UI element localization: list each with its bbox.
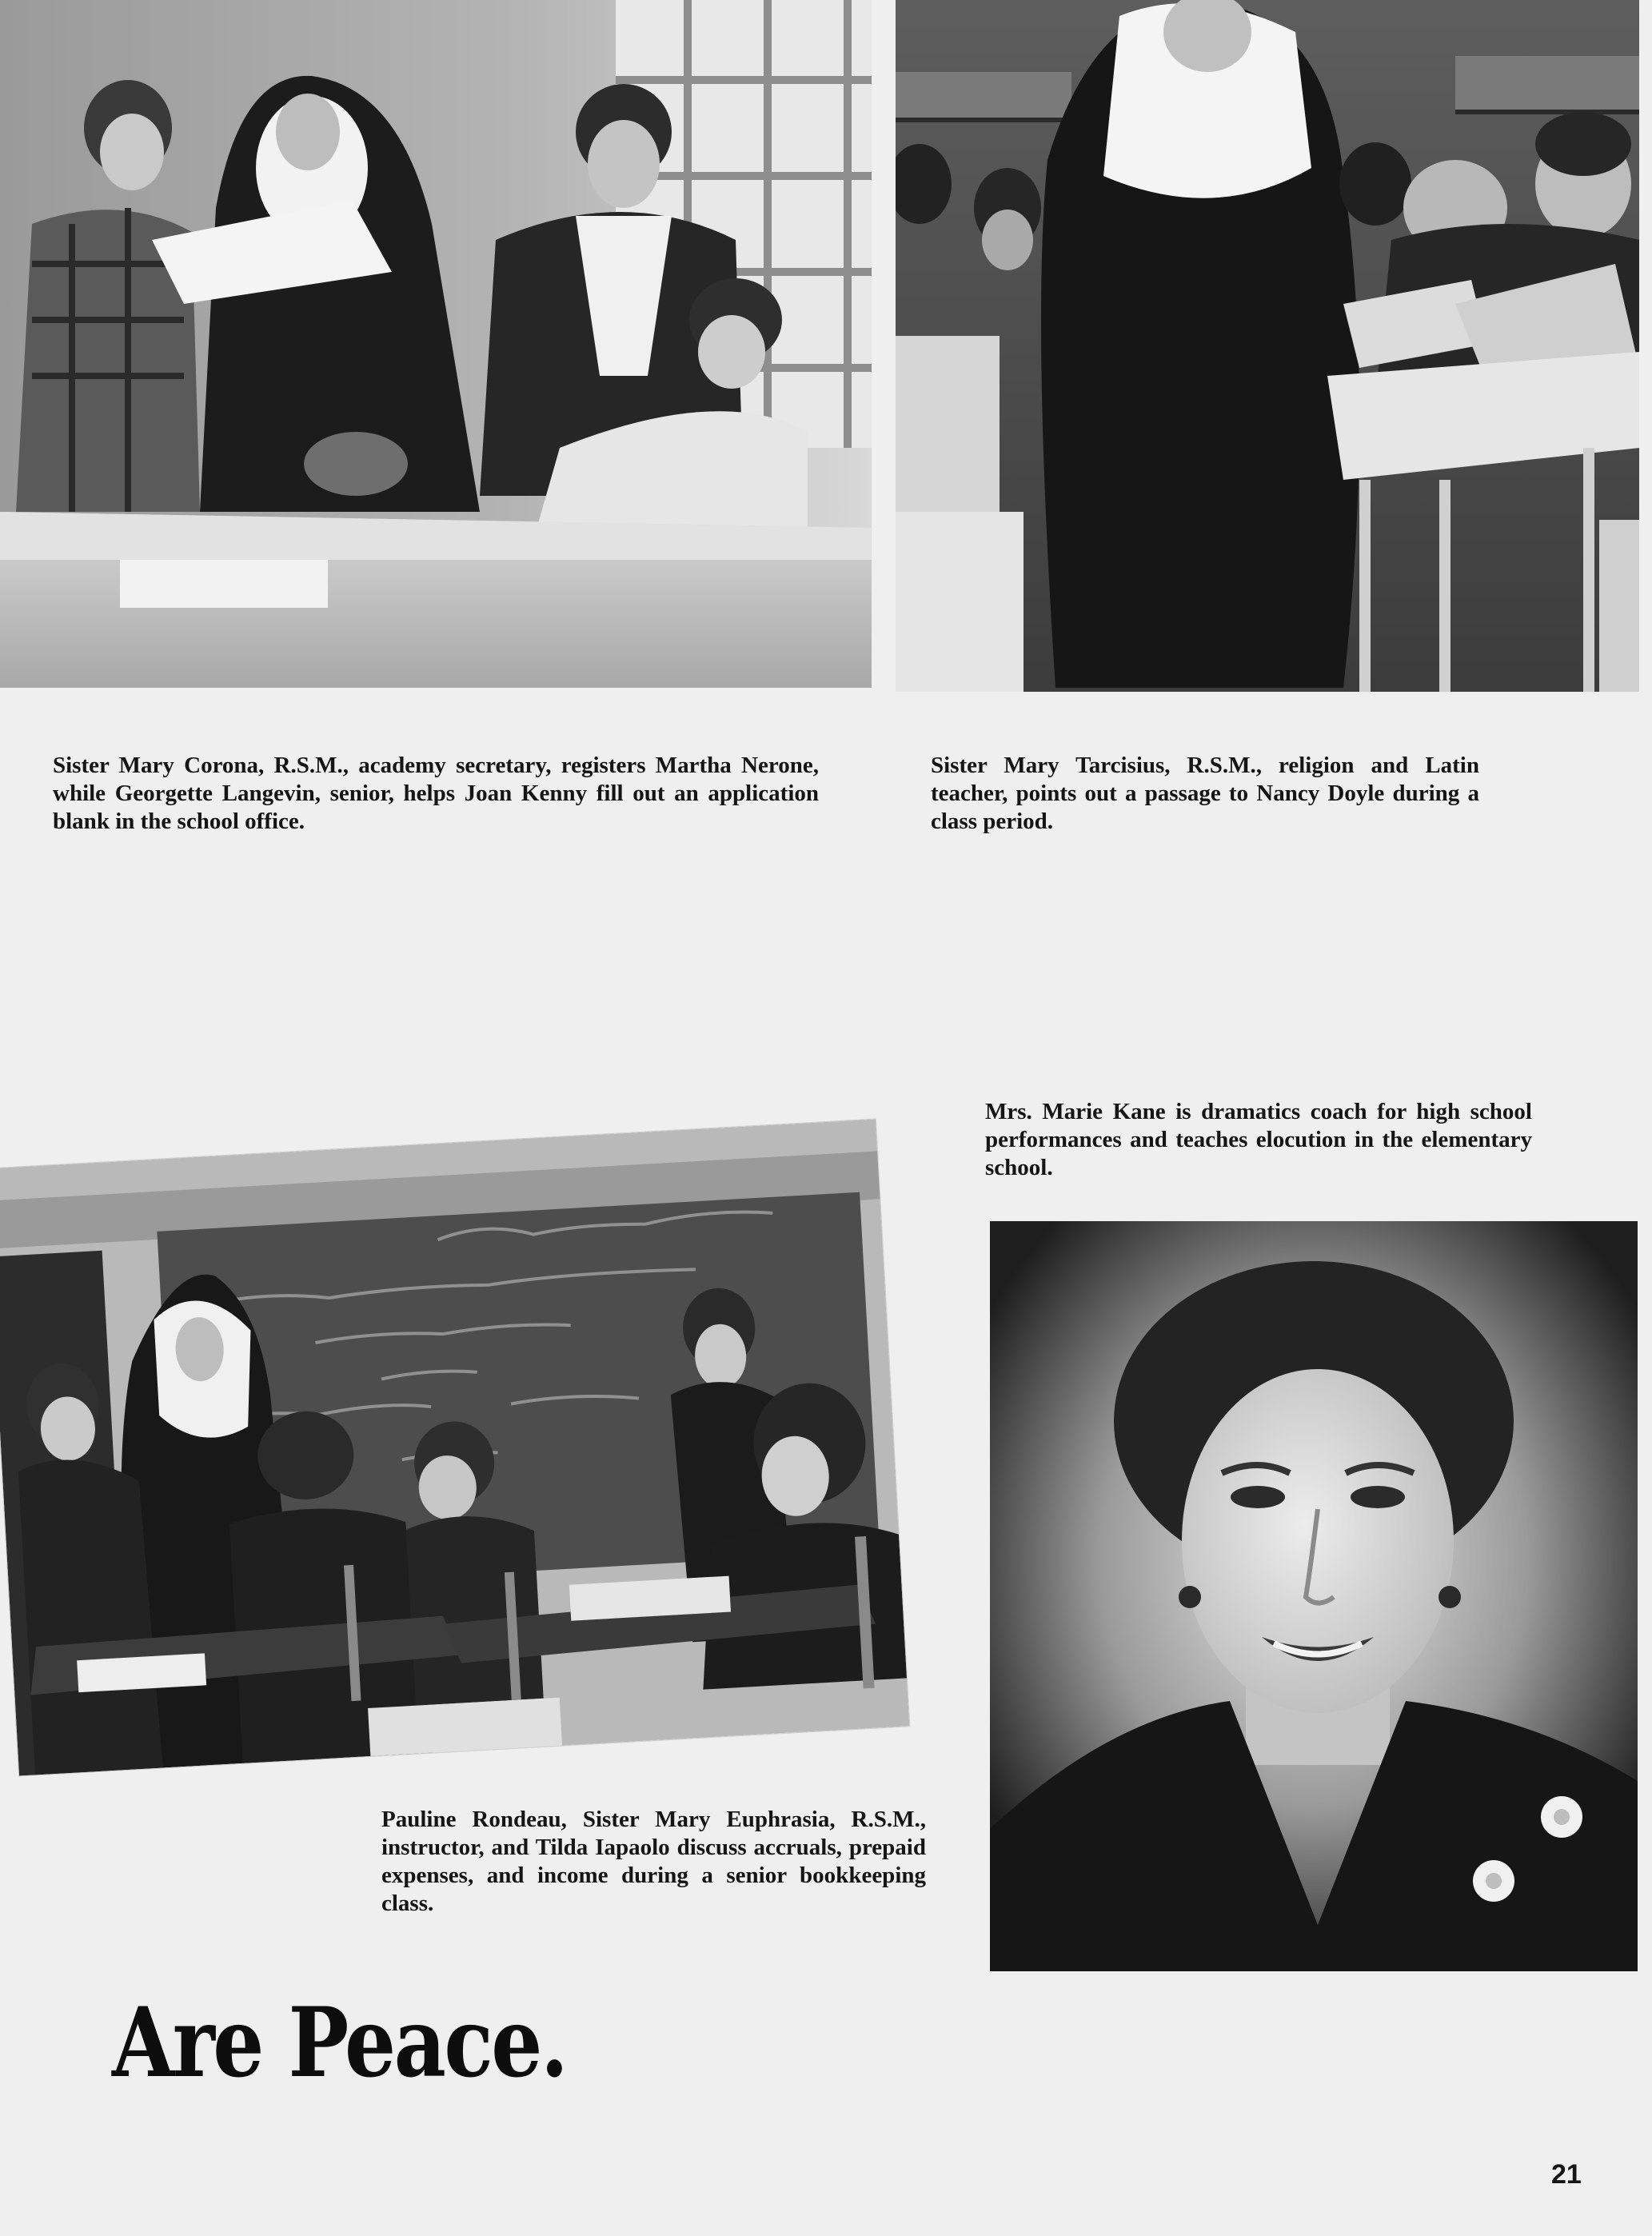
photo-school-office: [0, 0, 872, 688]
caption-marie-kane: Mrs. Marie Kane is dramatics coach for high school performances and teaches elocution in the elementary school.: [985, 1099, 1532, 1180]
photo-bookkeeping-class-image: [0, 1119, 909, 1775]
photo-portrait-marie-kane-image: [990, 1221, 1638, 1971]
photo-school-office-image: [0, 0, 872, 688]
photo-portrait-marie-kane: [990, 1221, 1638, 1971]
caption-religion-class: Sister Mary Tarcisius, R.S.M., religion and Latin teacher, points out a passage to Nancy Doyle during a class period.: [931, 753, 1479, 834]
photo-religion-class-image: [896, 0, 1639, 692]
caption-bookkeeping-class: Pauline Rondeau, Sister Mary Euphrasia, R.S.M., instructor, and Tilda Iapaolo discuss accruals, prepaid expenses, and income during a senior bookkeeping class.: [381, 1807, 926, 1916]
photo-bookkeeping-class: [0, 1119, 909, 1775]
caption-school-office: Sister Mary Corona, R.S.M., academy secretary, registers Martha Nerone, while Georgette Langevin, senior, helps Joan Kenny fill out an application blank in the school office.: [53, 753, 819, 834]
page-heading: Are Peace.: [112, 1986, 567, 2099]
photo-religion-class: [896, 0, 1639, 692]
page-number: 21: [1551, 2159, 1582, 2190]
